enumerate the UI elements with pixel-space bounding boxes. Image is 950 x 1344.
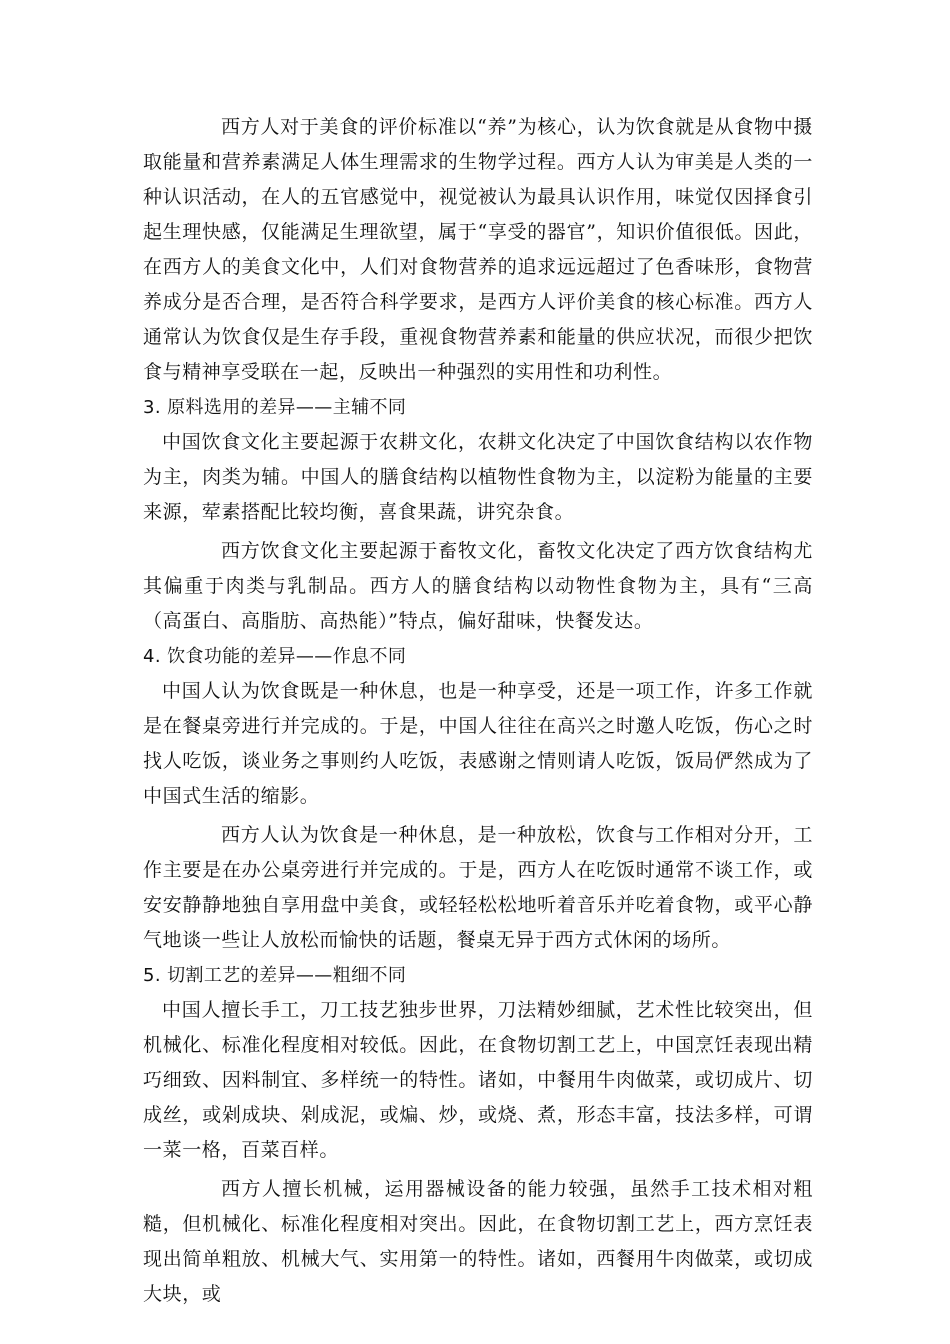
paragraph-chinese-cutting: 中国人擅长手工，刀工技艺独步世界，刀法精妙细腻，艺术性比较突出，但机械化、标准化程度相对较低。因此，在食物切割工艺上，中国烹饪表现出精巧细致、因料制宜、多样统一的特性。诸如，中餐用牛肉做菜，或切成片、切成丝，或剁成块、剁成泥，或煸、炒，或烧、煮，形态丰富，技法多样，可谓一菜一格，百菜百样。 [143,999,813,1161]
section-heading-4: 4. 饮食功能的差异——作息不同 [143,646,407,667]
paragraph-western-cutting: 西方人擅长机械，运用器械设备的能力较强，虽然手工技术相对粗糙，但机械化、标准化程度相对突出。因此，在食物切割工艺上，西方烹饪表现出简单粗放、机械大气、实用第一的特性。诸如，西餐用牛肉做菜，或切成大块，或 [143,1178,813,1305]
section-heading-5: 5. 切割工艺的差异——粗细不同 [143,965,407,986]
section-heading-3: 3. 原料选用的差异——主辅不同 [143,397,407,418]
paragraph-western-nutrition: 西方人对于美食的评价标准以“养”为核心，认为饮食就是从食物中摄取能量和营养素满足人体生理需求的生物学过程。西方人认为审美是人类的一种认识活动，在人的五官感觉中，视觉被认为最具认识作用，味觉仅因择食引起生理快感，仅能满足生理欲望，属于“享受的器官”，知识价值很低。因此，在西方人的美食文化中，人们对食物营养的追求远远超过了色香味形，食物营养成分是否合理，是否符合科学要求，是西方人评价美食的核心标准。西方人通常认为饮食仅是生存手段，重视食物营养素和能量的供应状况，而很少把饮食与精神享受联在一起，反映出一种强烈的实用性和功利性。 [143,116,813,383]
document-page [143,110,813,1312]
paragraph-chinese-ingredients: 中国饮食文化主要起源于农耕文化，农耕文化决定了中国饮食结构以农作物为主，肉类为辅。中国人的膳食结构以植物性食物为主，以淀粉为能量的主要来源，荤素搭配比较均衡，喜食果蔬，讲究杂食。 [143,431,813,523]
paragraph-western-function: 西方人认为饮食是一种休息，是一种放松，饮食与工作相对分开，工作主要是在办公桌旁进行并完成的。于是，西方人在吃饭时通常不谈工作，或安安静静地独自享用盘中美食，或轻轻松松地听着音乐并吃着食物，或平心静气地谈一些让人放松而愉快的话题，餐桌无异于西方式休闲的场所。 [143,824,813,951]
paragraph-chinese-function: 中国人认为饮食既是一种休息，也是一种享受，还是一项工作，许多工作就是在餐桌旁进行并完成的。于是，中国人往往在高兴之时邀人吃饭，伤心之时找人吃饭，谈业务之事则约人吃饭，表感谢之情则请人吃饭，饭局俨然成为了中国式生活的缩影。 [143,680,813,807]
paragraph-western-ingredients: 西方饮食文化主要起源于畜牧文化，畜牧文化决定了西方饮食结构尤其偏重于肉类与乳制品。西方人的膳食结构以动物性食物为主，具有“三高（高蛋白、高脂肪、高热能）”特点，偏好甜味，快餐发达。 [143,540,813,632]
